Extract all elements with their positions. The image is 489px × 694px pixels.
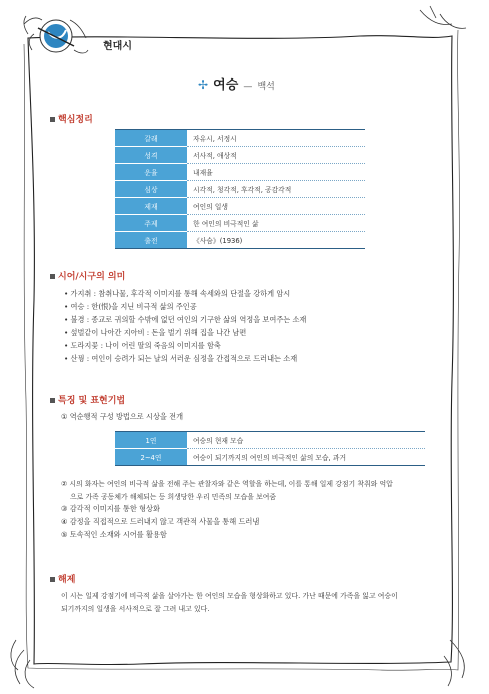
section-summary-heading: 핵심정리 (50, 112, 93, 125)
table-row: 주제 한 여인의 비극적인 삶 (115, 215, 365, 232)
bullet-square-icon (50, 398, 55, 403)
table-row: 운율 내재율 (115, 164, 365, 181)
leaf-icon: ✢ (198, 78, 209, 92)
feature-item: ③ 감각적 이미지를 통한 형상화 (61, 504, 160, 513)
features-table (115, 431, 425, 466)
commentary-line: 이 시는 일제 강점기에 비극적 삶을 살아가는 한 여인의 모습을 형상화하고 있다. 가난 때문에 가족을 잃고 여승이 (61, 592, 398, 600)
title-block (198, 74, 275, 93)
bullet-square-icon (50, 577, 55, 582)
header-badge-icon (20, 10, 90, 60)
bullet-square-icon (50, 274, 55, 279)
feature-item: ① 역순행적 구성 방법으로 시상을 전개 (61, 412, 184, 421)
feature-item: ② 시의 화자는 여인의 비극적 삶을 전해 주는 관찰자와 같은 역할을 하는데, 이를 통해 일제 강점기 착취와 억압 (61, 480, 393, 488)
table-row: 갈래 자유시, 서정시 (115, 130, 365, 147)
feature-item: ④ 감정을 직접적으로 드러내지 않고 객관적 사물을 통해 드러냄 (61, 517, 260, 526)
commentary-line: 되기까지의 일생을 서사적으로 잘 그려 내고 있다. (61, 605, 210, 613)
feature-item: 으로 가족 공동체가 해체되는 등 희생당한 우리 민족의 모습을 보여줌 (70, 493, 277, 501)
list-item: • 여승 : 한(恨)을 지닌 비극적 삶의 주인공 (64, 302, 197, 311)
section-meaning-heading: 시어/시구의 의미 (50, 269, 125, 282)
title-dash: — (243, 82, 253, 92)
table-row: 1연 여승의 현재 모습 (115, 432, 425, 449)
section-features-heading: 특징 및 표현기법 (50, 393, 125, 406)
table-row: 성격 서사적, 애상적 (115, 147, 365, 164)
list-item: • 도라지꽃 : 나이 어린 딸의 죽음의 이미지를 함축 (64, 341, 221, 350)
header-category: 현대시 (103, 41, 132, 52)
list-item: • 산꿩 : 여인이 승려가 되는 날의 서러운 심정을 간접적으로 드러내는 소재 (64, 354, 298, 363)
list-item: • 가지취 : 참취나물, 후각적 이미지를 통해 속세와의 단절을 강하게 암시 (64, 289, 291, 298)
table-row: 제재 여인의 일생 (115, 198, 365, 215)
title-main: 여승 (213, 78, 239, 93)
table-row: 출전 《사슴》(1936) (115, 232, 365, 249)
bullet-square-icon (50, 117, 55, 122)
list-item: • 불경 : 종교로 귀의할 수밖에 없던 여인의 기구한 삶의 역정을 보여주는 소재 (64, 315, 307, 324)
summary-table (115, 129, 365, 249)
title-author: 백석 (257, 82, 275, 92)
table-row: 심상 시각적, 청각적, 후각적, 공감각적 (115, 181, 365, 198)
feature-item: ⑤ 토속적인 소재와 시어를 활용함 (61, 530, 167, 539)
table-row: 2~4연 여승이 되기까지의 여인의 비극적인 삶의 모습, 과거 (115, 449, 425, 466)
list-item: • 섶벌같이 나아간 지아비 : 돈을 벌기 위해 집을 나간 남편 (64, 328, 247, 337)
section-commentary-heading: 해제 (50, 572, 75, 585)
